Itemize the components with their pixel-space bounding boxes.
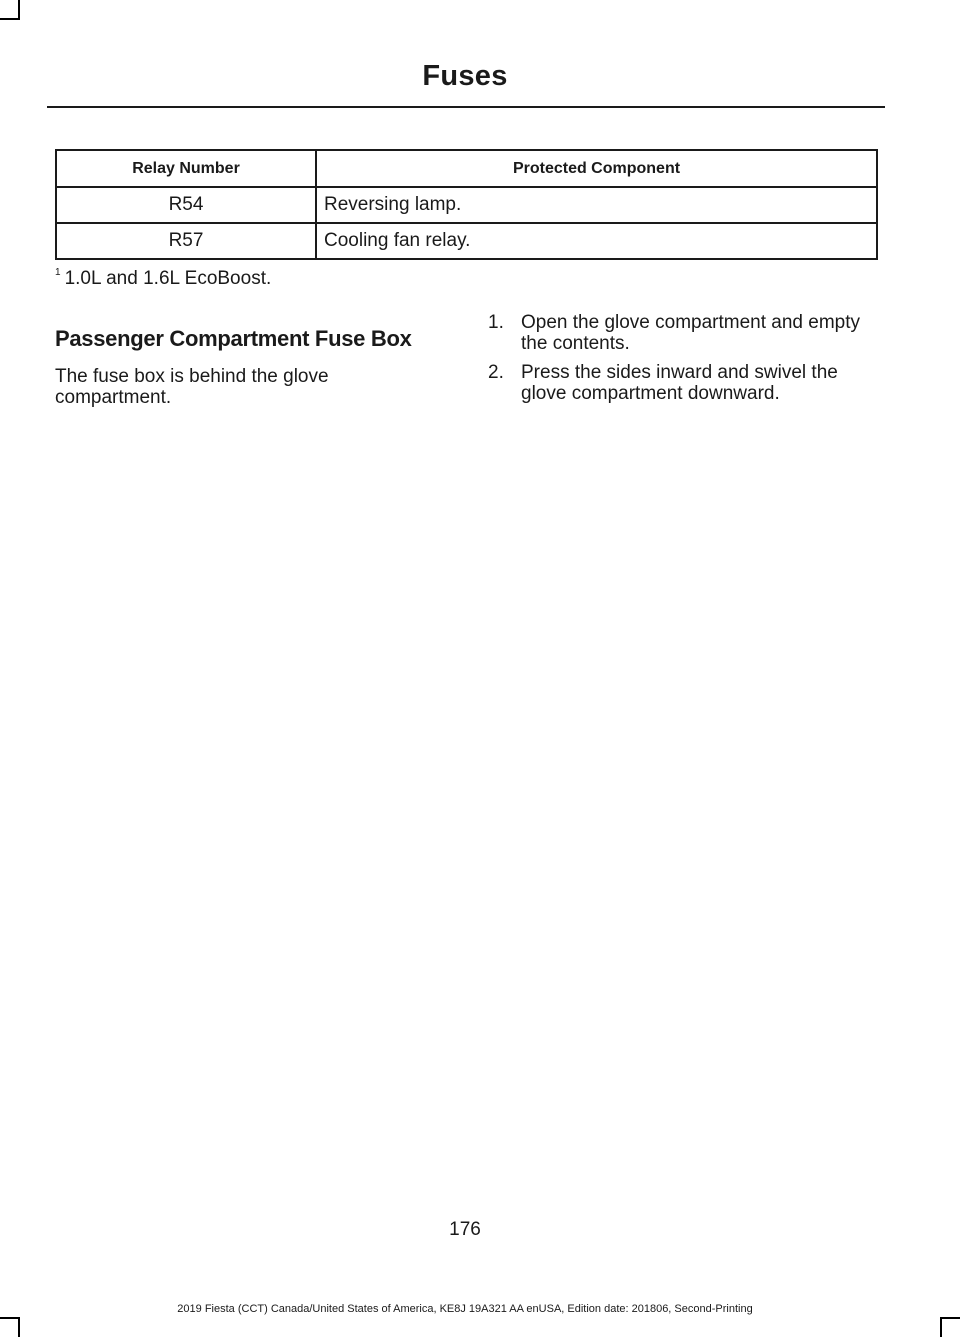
crop-mark-top-left-v <box>18 0 20 20</box>
instruction-steps <box>488 312 888 412</box>
table-footnote <box>55 267 271 290</box>
footnote-marker: 1 <box>55 267 61 278</box>
column-header-relay-number: Relay Number <box>56 150 316 187</box>
step-item <box>488 312 888 354</box>
crop-mark-bottom-right-h <box>940 1317 960 1319</box>
page-number: 176 <box>449 1219 481 1240</box>
relay-table <box>55 149 878 260</box>
page-footer: 2019 Fiesta (CCT) Canada/United States of America, KE8J 19A321 AA enUSA, Edition date: 201806, Second-Printing <box>177 1303 753 1315</box>
relay-number-cell: R57 <box>56 223 316 259</box>
column-header-protected-component: Protected Component <box>316 150 877 187</box>
table-row <box>56 223 877 259</box>
relay-number-cell: R54 <box>56 187 316 223</box>
crop-mark-top-left-h <box>0 18 20 20</box>
crop-mark-bottom-left-v <box>18 1317 20 1337</box>
step-text: Open the glove compartment and empty the contents. <box>521 312 861 354</box>
step-number: 1. <box>488 312 504 333</box>
table-row <box>56 187 877 223</box>
table-header-row <box>56 150 877 187</box>
footnote-text: 1.0L and 1.6L EcoBoost. <box>64 268 272 289</box>
crop-mark-bottom-right-v <box>940 1317 942 1337</box>
step-number: 2. <box>488 362 504 383</box>
step-text: Press the sides inward and swivel the glove compartment downward. <box>521 362 838 404</box>
page-title: Fuses <box>422 60 508 92</box>
protected-component-cell: Reversing lamp. <box>316 187 877 223</box>
title-divider <box>47 106 885 108</box>
section-heading: Passenger Compartment Fuse Box <box>55 326 412 351</box>
protected-component-cell: Cooling fan relay. <box>316 223 877 259</box>
crop-mark-bottom-left-h <box>0 1317 20 1319</box>
body-paragraph: The fuse box is behind the glove compartment. <box>55 366 329 408</box>
step-item <box>488 362 888 404</box>
